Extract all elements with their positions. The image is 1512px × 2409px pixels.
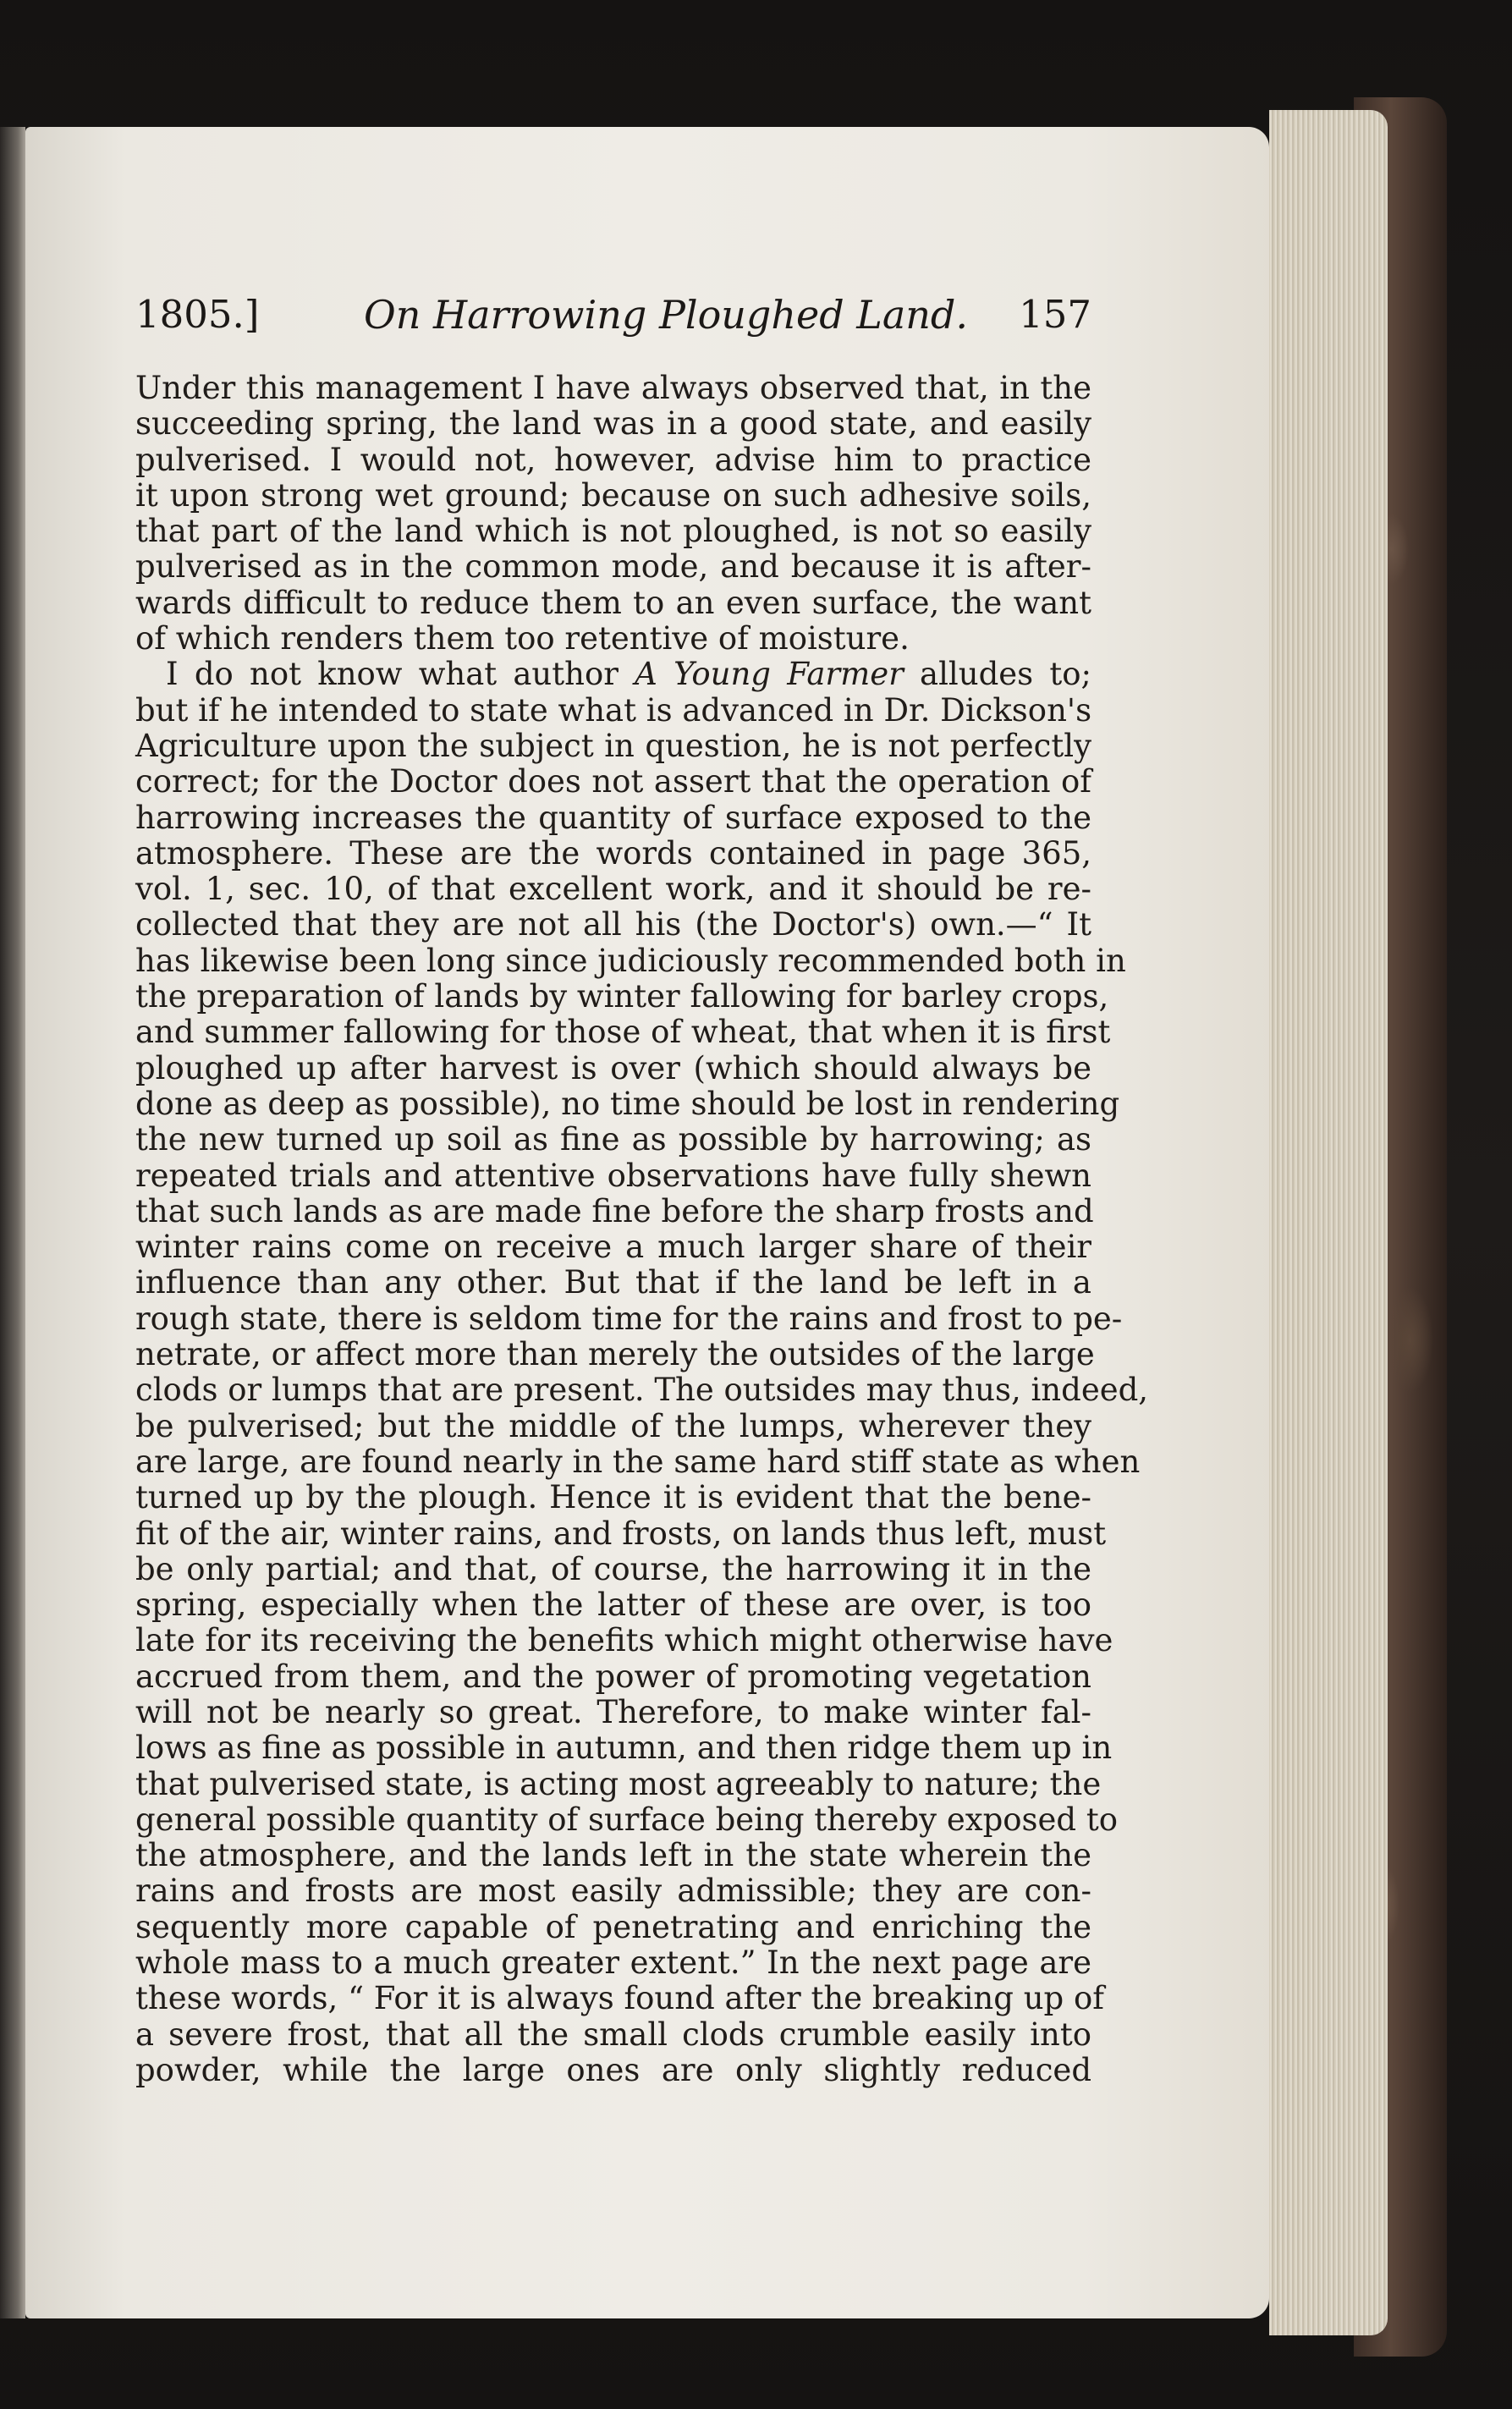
text-line: fit of the air, winter rains, and frosts, on lands thus left, must xyxy=(135,1515,1107,1552)
text-line: and summer fallowing for those of wheat, that when it is first xyxy=(135,1014,1111,1051)
text-line: whole mass to a much greater extent.” In the next page are xyxy=(135,1944,1091,1982)
text-line: turned up by the plough. Hence it is evident that the bene- xyxy=(135,1479,1091,1516)
text-line: winter rains come on receive a much larger share of their xyxy=(135,1229,1091,1266)
text-segment: I do not know what author xyxy=(166,656,635,693)
text-line xyxy=(135,657,1091,692)
text-line: late for its receiving the benefits which might otherwise have xyxy=(135,1622,1113,1659)
italic-author-name: A Young Farmer xyxy=(635,656,904,693)
text-line: wards difficult to reduce them to an even surface, the want xyxy=(135,584,1091,621)
page-stack-edges xyxy=(1269,110,1388,2335)
facing-page-edge xyxy=(0,127,25,2318)
text-line: sequently more capable of penetrating and enriching the xyxy=(135,1908,1091,1945)
text-line: these words, “ For it is always found after the breaking up of xyxy=(135,1980,1104,2017)
text-line: accrued from them, and the power of promoting vegetation xyxy=(135,1658,1091,1695)
text-line: clods or lumps that are present. The outsides may thus, indeed, xyxy=(135,1372,1149,1409)
text-line: correct; for the Doctor does not assert that the operation of xyxy=(135,763,1091,800)
text-line: it upon strong wet ground; because on such adhesive soils, xyxy=(135,476,1091,514)
text-line: has likewise been long since judiciously recommended both in xyxy=(135,942,1126,979)
text-line: collected that they are not all his (the Doctor's) own.—“ It xyxy=(135,906,1091,943)
text-line: that such lands as are made fine before the sharp frosts and xyxy=(135,1192,1094,1229)
text-line: done as deep as possible), no time should be lost in rendering xyxy=(135,1085,1120,1122)
text-line: are large, are found nearly in the same hard stiff state as when xyxy=(135,1443,1141,1480)
text-line: powder, while the large ones are only slightly reduced xyxy=(135,2051,1091,2088)
header-title: On Harrowing Ploughed Land. xyxy=(364,292,968,338)
text-line: pulverised. I would not, however, advise him to practice xyxy=(135,441,1091,478)
text-line: rains and frosts are most easily admissible; they are con- xyxy=(135,1873,1091,1910)
text-line: the atmosphere, and the lands left in the state wherein the xyxy=(135,1837,1091,1874)
text-line: netrate, or affect more than merely the outsides of the large xyxy=(135,1336,1095,1373)
text-line: harrowing increases the quantity of surface exposed to the xyxy=(135,799,1091,836)
text-line: that pulverised state, is acting most agreeably to nature; the xyxy=(135,1765,1102,1802)
text-line: Under this management I have always observed that, in the xyxy=(135,370,1091,406)
running-header xyxy=(135,292,1091,351)
text-line: the preparation of lands by winter fallowing for barley crops, xyxy=(135,978,1109,1015)
text-line: ploughed up after harvest is over (which should always be xyxy=(135,1049,1091,1086)
page-number: 157 xyxy=(1019,292,1091,337)
text-line: Agriculture upon the subject in question, he is not perfectly xyxy=(135,727,1091,764)
text-line: atmosphere. These are the words contained in page 365, xyxy=(135,834,1091,872)
header-year: 1805.] xyxy=(135,292,260,337)
text-line: succeeding spring, the land was in a good state, and easily xyxy=(135,405,1091,443)
text-line: the new turned up soil as fine as possible by harrowing; as xyxy=(135,1121,1091,1158)
text-line: of which renders them too retentive of moisture. xyxy=(135,620,910,657)
text-line: rough state, there is seldom time for the rains and frost to pe- xyxy=(135,1300,1123,1337)
body-text xyxy=(135,370,1149,2088)
text-line: lows as fine as possible in autumn, and then ridge them up in xyxy=(135,1730,1113,1767)
text-line: spring, especially when the latter of these are over, is too xyxy=(135,1587,1091,1624)
text-line: influence than any other. But that if the land be left in a xyxy=(135,1264,1091,1301)
text-line: general possible quantity of surface being thereby exposed to xyxy=(135,1801,1119,1838)
text-line: be pulverised; but the middle of the lumps, wherever they xyxy=(135,1407,1091,1444)
text-line: but if he intended to state what is advanced in Dr. Dickson's xyxy=(135,691,1092,729)
text-line: vol. 1, sec. 10, of that excellent work, and it should be re- xyxy=(135,871,1091,908)
text-line: will not be nearly so great. Therefore, to make winter fal- xyxy=(135,1693,1091,1730)
text-line: pulverised as in the common mode, and because it is after- xyxy=(135,548,1091,586)
text-line: be only partial; and that, of course, the harrowing it in the xyxy=(135,1550,1091,1587)
text-line: repeated trials and attentive observations have fully shewn xyxy=(135,1157,1091,1194)
text-line: that part of the land which is not ploughed, is not so easily xyxy=(135,513,1091,550)
text-segment: alludes to; xyxy=(903,656,1091,693)
text-line: a severe frost, that all the small clods crumble easily into xyxy=(135,2016,1091,2053)
